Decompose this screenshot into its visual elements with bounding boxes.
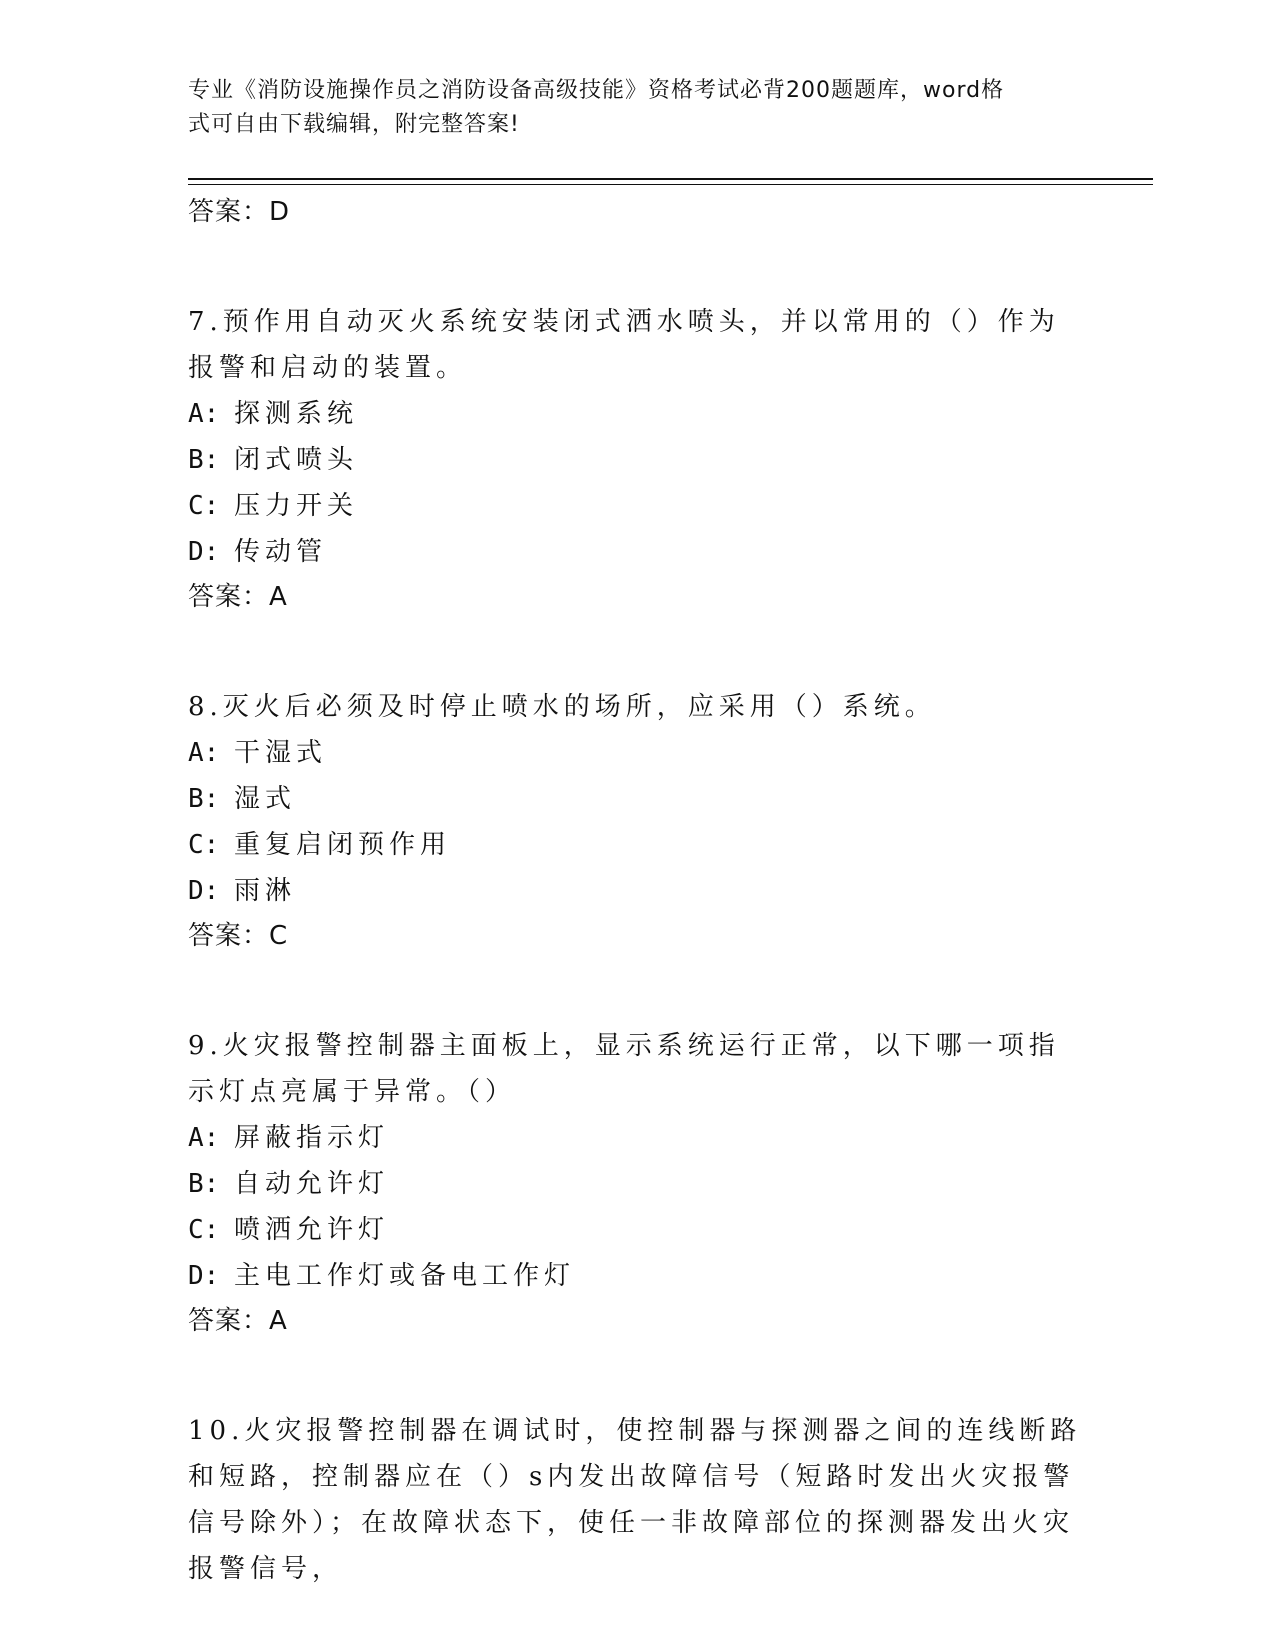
- option-c: [188, 1207, 1088, 1253]
- question-stem: 7.预作用自动灭火系统安装闭式洒水喷头，并以常用的（）作为报警和启动的装置。: [188, 307, 1060, 383]
- question-stem: 10.火灾报警控制器在调试时，使控制器与探测器之间的连线断路和短路，控制器应在（）s内发出故障信号（短路时发出火灾报警信号除外）；在故障状态下，使任一非故障部位的探测器发出火灾报警信号，: [188, 1416, 1082, 1584]
- answer-line: 答案：C: [188, 921, 289, 951]
- spacer: [188, 959, 1088, 1023]
- option-key: A:: [188, 1123, 220, 1153]
- question-7: [188, 299, 1088, 620]
- question-8: [188, 684, 1088, 959]
- option-text: 雨淋: [234, 876, 297, 906]
- spacer: [188, 235, 1088, 299]
- option-c: [188, 822, 1088, 868]
- document-body: [188, 190, 1088, 1592]
- question-9: [188, 1023, 1088, 1344]
- option-d: [188, 868, 1088, 914]
- spacer: [188, 1344, 1088, 1408]
- option-text: 湿式: [234, 784, 297, 814]
- option-text: 喷洒允许灯: [234, 1215, 390, 1245]
- question-stem: 9.火灾报警控制器主面板上，显示系统运行正常，以下哪一项指示灯点亮属于异常。（）: [188, 1031, 1060, 1107]
- option-text: 干湿式: [234, 738, 328, 768]
- option-text: 压力开关: [234, 491, 359, 521]
- option-d: [188, 529, 1088, 575]
- header-divider: [188, 178, 1153, 185]
- option-key: A:: [188, 399, 220, 429]
- option-c: [188, 483, 1088, 529]
- option-key: D:: [188, 537, 220, 567]
- option-a: [188, 1115, 1088, 1161]
- answer-line: 答案：A: [188, 1306, 288, 1336]
- option-text: 闭式喷头: [234, 445, 359, 475]
- option-key: D:: [188, 1261, 220, 1291]
- option-text: 屏蔽指示灯: [234, 1123, 390, 1153]
- option-key: B:: [188, 445, 220, 475]
- option-key: B:: [188, 784, 220, 814]
- option-a: [188, 730, 1088, 776]
- header-line-1: 专业《消防设施操作员之消防设备高级技能》资格考试必背200题题库，word格: [188, 78, 1005, 103]
- option-key: C:: [188, 491, 220, 521]
- option-key: D:: [188, 876, 220, 906]
- option-text: 探测系统: [234, 399, 359, 429]
- document-header: [188, 74, 1088, 142]
- spacer: [188, 620, 1088, 684]
- option-text: 传动管: [234, 537, 328, 567]
- option-d: [188, 1253, 1088, 1299]
- answer-line: 答案：A: [188, 582, 288, 612]
- option-key: A:: [188, 738, 220, 768]
- question-10: [188, 1408, 1088, 1592]
- option-key: C:: [188, 830, 220, 860]
- previous-answer: 答案：D: [188, 197, 291, 227]
- option-key: C:: [188, 1215, 220, 1245]
- option-a: [188, 391, 1088, 437]
- option-text: 主电工作灯或备电工作灯: [234, 1261, 576, 1291]
- header-line-2: 式可自由下载编辑，附完整答案!: [188, 112, 520, 137]
- option-text: 重复启闭预作用: [234, 830, 452, 860]
- option-b: [188, 1161, 1088, 1207]
- option-b: [188, 776, 1088, 822]
- option-key: B:: [188, 1169, 220, 1199]
- question-stem: 8.灭火后必须及时停止喷水的场所，应采用（）系统。: [188, 692, 936, 722]
- option-text: 自动允许灯: [234, 1169, 390, 1199]
- option-b: [188, 437, 1088, 483]
